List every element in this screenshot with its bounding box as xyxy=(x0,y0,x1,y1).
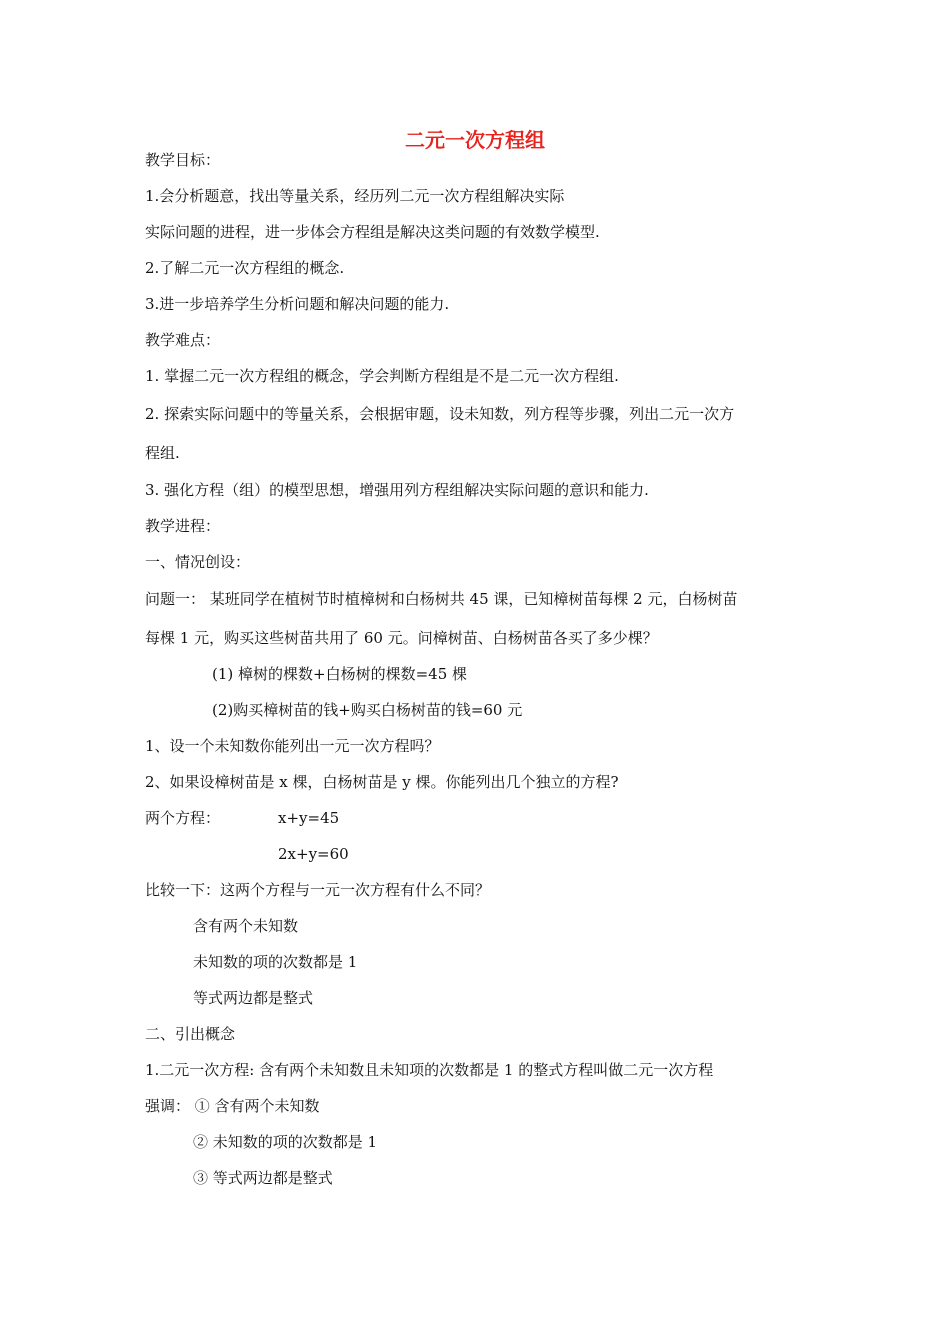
document-title: 二元一次方程组 xyxy=(405,128,545,152)
text-line: 一、情况创设： xyxy=(145,553,251,571)
equation: 2x+y=60 xyxy=(278,845,349,863)
text-line: 未知数的项的次数都是 1 xyxy=(193,953,358,971)
equation: x+y=45 xyxy=(278,809,340,827)
text-line: 1. 掌握二元一次方程组的概念，学会判断方程组是不是二元一次方程组. xyxy=(145,367,619,385)
text-line: ② 未知数的项的次数都是 1 xyxy=(193,1133,378,1151)
text-line: 含有两个未知数 xyxy=(193,917,299,935)
text-line: 比较一下：这两个方程与一元一次方程有什么不同？ xyxy=(145,881,491,899)
text-line: ③ 等式两边都是整式 xyxy=(193,1169,333,1187)
text-line: 问题一： 某班同学在植树节时植樟树和白杨树共 45 课，已知樟树苗每棵 2 元，白杨树苗 xyxy=(145,590,738,608)
text-line: 教学目标： xyxy=(145,151,221,169)
text-line: 1.会分析题意，找出等量关系，经历列二元一次方程组解决实际 xyxy=(145,187,565,205)
text-line: 两个方程： xyxy=(145,809,221,827)
text-line: 教学进程： xyxy=(145,517,221,535)
text-line: 实际问题的进程，进一步体会方程组是解决这类问题的有效数学模型. xyxy=(145,223,600,241)
text-line: 2. 探索实际问题中的等量关系，会根据审题，设未知数，列方程等步骤，列出二元一次方 xyxy=(145,405,735,423)
text-line: 3.进一步培养学生分析问题和解决问题的能力. xyxy=(145,295,450,313)
text-line: 2.了解二元一次方程组的概念. xyxy=(145,259,345,277)
text-line: 等式两边都是整式 xyxy=(193,989,314,1007)
text-line: 1、设一个未知数你能列出一元一次方程吗？ xyxy=(145,737,440,755)
text-line: 二、引出概念 xyxy=(145,1025,236,1043)
text-line: 3. 强化方程（组）的模型思想，增强用列方程组解决实际问题的意识和能力. xyxy=(145,481,649,499)
text-line: 1.二元一次方程: 含有两个未知数且未知项的次数都是 1 的整式方程叫做二元一次方程 xyxy=(145,1061,714,1079)
text-line: 2、如果设樟树苗是 x 棵，白杨树苗是 y 棵。你能列出几个独立的方程? xyxy=(145,773,619,791)
text-line: 每棵 1 元，购买这些树苗共用了 60 元。问樟树苗、白杨树苗各买了多少棵？ xyxy=(145,629,658,647)
text-line: 教学难点： xyxy=(145,331,221,349)
text-line: (1) 樟树的棵数+白杨树的棵数=45 棵 xyxy=(212,665,468,683)
text-line: (2)购买樟树苗的钱+购买白杨树苗的钱=60 元 xyxy=(212,701,523,719)
text-line: 强调： ① 含有两个未知数 xyxy=(145,1097,320,1115)
text-line: 程组. xyxy=(145,444,180,462)
